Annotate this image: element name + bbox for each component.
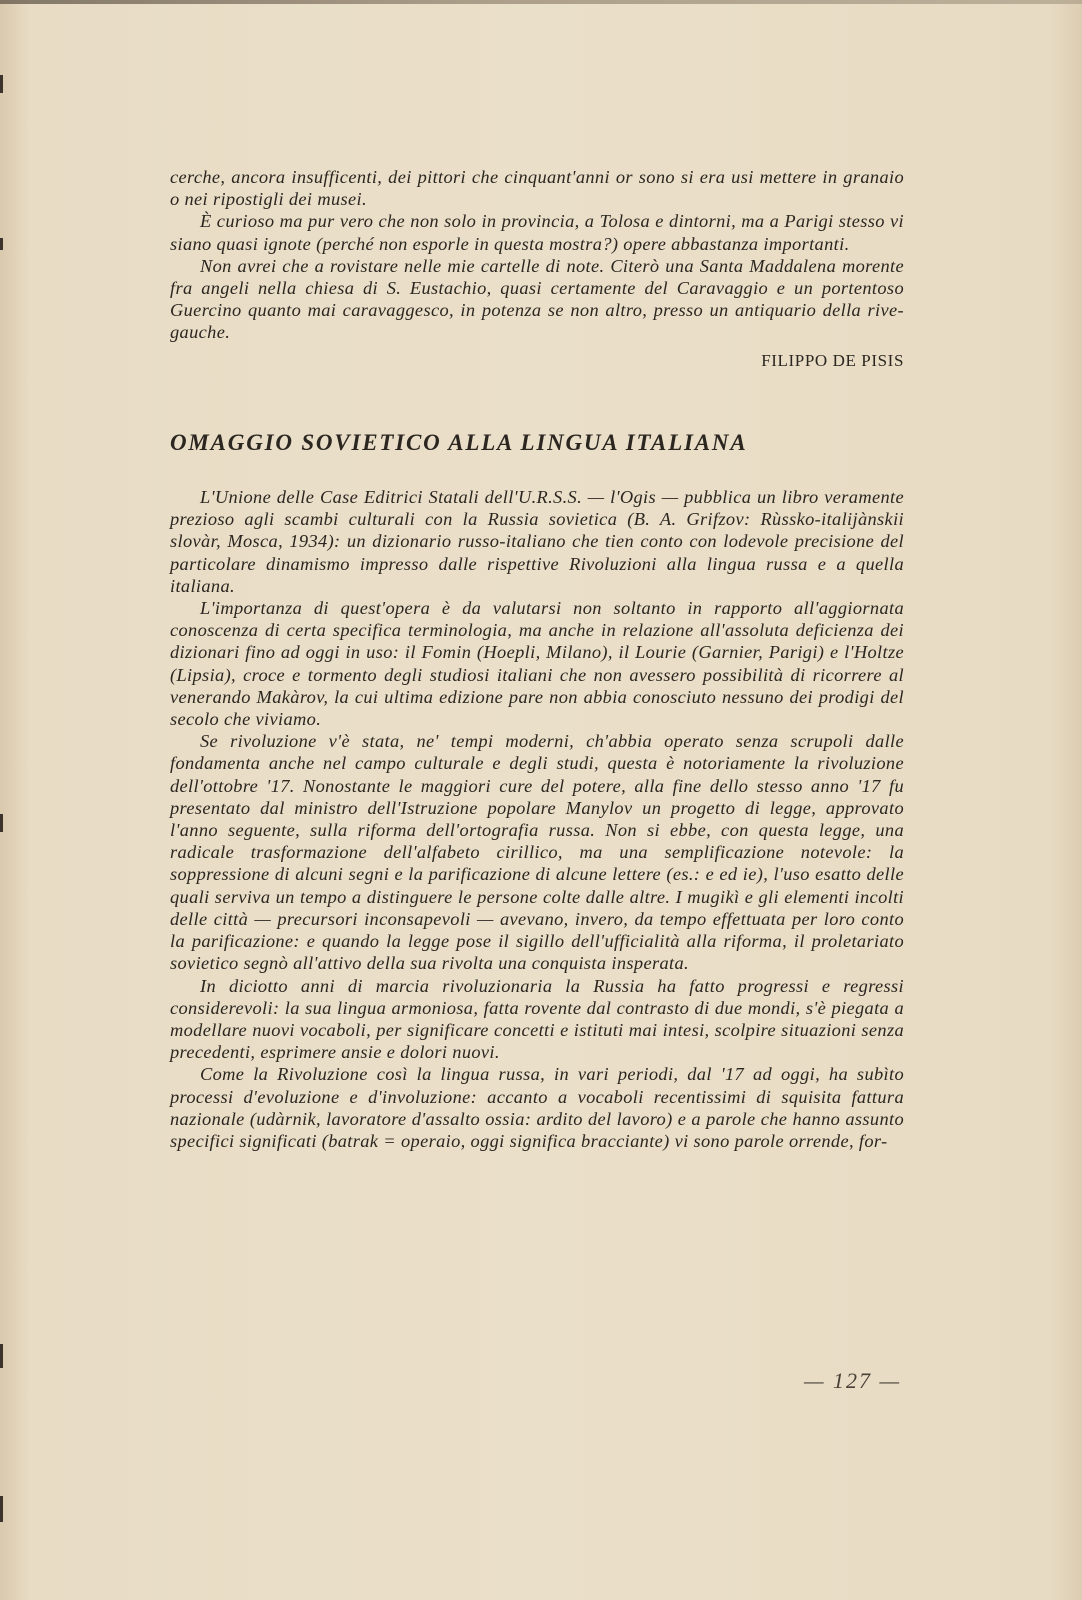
- edge-mark: [0, 75, 3, 93]
- edge-mark: [0, 1344, 3, 1368]
- paragraph: Non avrei che a rovistare nelle mie cartelle di note. Citerò una Santa Maddalena morente fra angeli nella chiesa di S. Eustachio, quasi certamente del Caravaggio e un portentoso Guercino quanto mai caravaggesco, in potenza se non altro, presso un antiquario della rive-gauche.: [170, 255, 904, 343]
- paragraph: È curioso ma pur vero che non solo in provincia, a Tolosa e dintorni, ma a Parigi stesso vi siano quasi ignote (perché non esporle in questa mostra?) opere abbastanza importanti.: [170, 211, 904, 254]
- paragraph: L'Unione delle Case Editrici Statali dell'U.R.S.S. — l'Ogis — pubblica un libro veramente prezioso agli scambi culturali con la Russia sovietica (B. A. Grifzov: Rùssko-italijànskii slovàr, Mosca, 1934): un dizionario russo-italiano che tien conto con lodevole precisione del particolare dinamismo impresso dalle rispettive Rivoluzioni alla lingua russa e a quella italiana.: [170, 487, 904, 596]
- paragraph: L'importanza di quest'opera è da valutarsi non soltanto in rapporto all'aggiornata conoscenza di certa specifica terminologia, ma anche in relazione all'assoluta deficienza dei dizionari fino ad oggi in uso: il Fomin (Hoepli, Milano), il Lourie (Garnier, Parigi) e l'Holtze (Lipsia), croce e tormento degli studiosi italiani che non avessero possibilità di ricorrere al venerando Makàrov, la cui ultima edizione pare non abbia conosciuto nessuno dei prodigi del secolo che viviamo.: [170, 598, 904, 730]
- edge-mark: [0, 1496, 3, 1522]
- author-signature: FILIPPO DE PISIS: [761, 350, 904, 370]
- page-number: — 127 —: [804, 1368, 902, 1393]
- top-rule: [0, 0, 1082, 4]
- paragraph: Come la Rivoluzione così la lingua russa, in vari periodi, dal '17 ad oggi, ha subìto processi d'evoluzione e d'involuzione: accanto a vocaboli recentissimi di squisita fattura nazionale (udàrnik, lavoratore d'assalto ossia: ardito del lavoro) e a parole che hanno assunto specifici significati (batrak = operaio, oggi significa bracciante) vi sono parole orrende, for-: [170, 1064, 904, 1151]
- edge-mark: [0, 238, 3, 250]
- paragraph: In diciotto anni di marcia rivoluzionaria la Russia ha fatto progressi e regressi considerevoli: la sua lingua armoniosa, fatta rovente dal contrasto di due mondi, s'è piegata a modellare nuovi vocaboli, per significare concetti e istituti mai intesi, scolpire situazioni senza precedenti, esprimere ansie e dolori nuovi.: [170, 975, 904, 1063]
- text-column: [170, 166, 904, 1152]
- edge-mark: [0, 814, 3, 832]
- article-heading: OMAGGIO SOVIETICO ALLA LINGUA ITALIANA: [170, 429, 748, 455]
- paragraph: Se rivoluzione v'è stata, ne' tempi moderni, ch'abbia operato senza scrupoli dalle fondamenta anche nel campo culturale e degli studi, questa è notoriamente la rivoluzione dell'ottobre '17. Nonostante le maggiori cure del potere, alla fine dello stesso anno '17 fu presentato dal ministro dell'Istruzione popolare Manylov un progetto di legge, approvato l'anno seguente, sulla riforma dell'ortografia russa. Non si ebbe, con questa legge, una radicale trasformazione dell'alfabeto cirillico, ma una semplificazione notevole: la soppressione di alcuni segni e la parificazione di alcune lettere (es.: e ed ie), l'uso esatto delle quali serviva un tempo a distinguere le persone colte dalle altre. I mugikì e gli elementi incolti delle città — precursori inconsapevoli — avevano, invero, da tempo effettuata per loro conto la parificazione: e quando la legge pose il sigillo dell'ufficialità alla riforma, il proletariato sovietico segnò all'attivo della sua rivolta una conquista insperata.: [170, 731, 904, 974]
- paragraph: cerche, ancora insufficenti, dei pittori che cinquant'anni or sono si era usi mettere in granaio o nei ripostigli dei musei.: [170, 167, 904, 210]
